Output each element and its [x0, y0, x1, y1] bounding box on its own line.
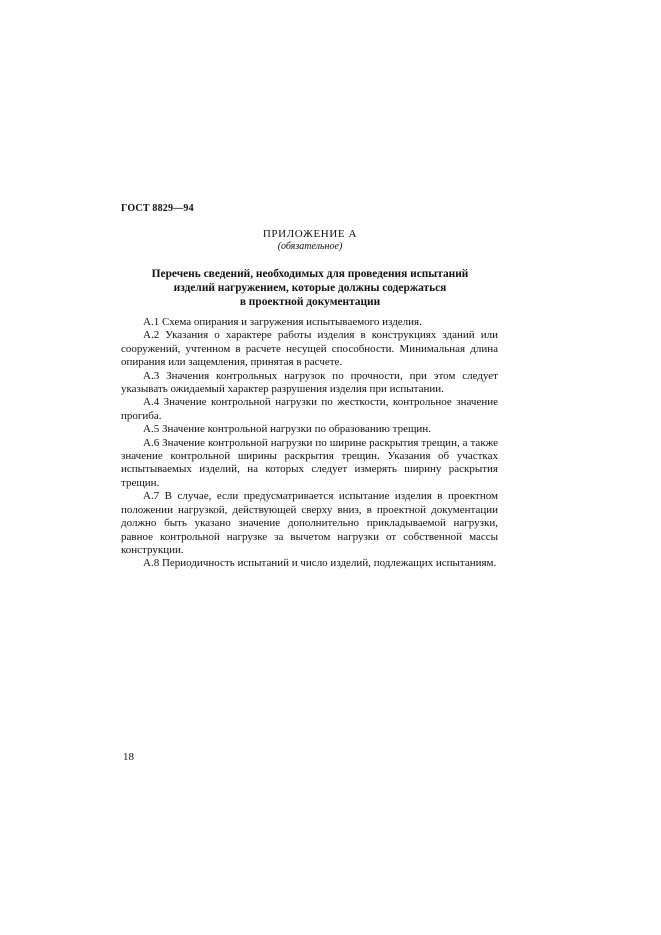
- document-header: ГОСТ 8829—94: [121, 203, 194, 214]
- paragraph-a8: А.8 Периодичность испытаний и число изделий, подлежащих испытаниям.: [143, 557, 497, 570]
- heading-line: Перечень сведений, необходимых для проведения испытаний: [151, 268, 469, 280]
- paragraph-a1: А.1 Схема опирания и загружения испытываемого изделия.: [143, 316, 422, 328]
- heading-line: в проектной документации: [239, 296, 381, 308]
- paragraph-a5: А.5 Значение контрольной нагрузки по образованию трещин.: [143, 423, 431, 436]
- heading-line: изделий нагружением, которые должны содержаться: [173, 282, 447, 294]
- paragraph-a3: А.3 Значения контрольных нагрузок по прочности, при этом следует указывать ожидаемый характер разрушения изделия при испытании.: [121, 369, 498, 396]
- page-number: 18: [123, 751, 134, 763]
- body-text: [121, 316, 498, 571]
- paragraph-a7: А.7 В случае, если предусматривается испытание изделия в проектном положении нагрузкой, действующей сверху вниз, в проектной документации должно быть указано значение дополнительно прикладываемой нагрузки, равное контрольной нагрузке за вычетом нагрузки от собственной массы конструкции.: [121, 490, 498, 556]
- appendix-title: ПРИЛОЖЕНИЕ А: [262, 228, 358, 240]
- appendix-subtitle: (обязательное): [277, 241, 343, 252]
- paragraph-a6: А.6 Значение контрольной нагрузки по ширине раскрытия трещин, а также значение контрольной ширины раскрытия трещин. Указания об участках испытываемых изделий, на которых следует измерять ширину раскрытия трещин.: [121, 436, 498, 489]
- paragraph-a4: А.4 Значение контрольной нагрузки по жесткости, контрольное значение прогиба.: [121, 396, 498, 422]
- paragraph-a2: А.2 Указания о характере работы изделия в конструкциях зданий или сооружений, учтенном в расчете несущей способности. Минимальная длина опирания или защемления, принятая в расчете.: [121, 329, 498, 369]
- section-heading: [120, 267, 500, 309]
